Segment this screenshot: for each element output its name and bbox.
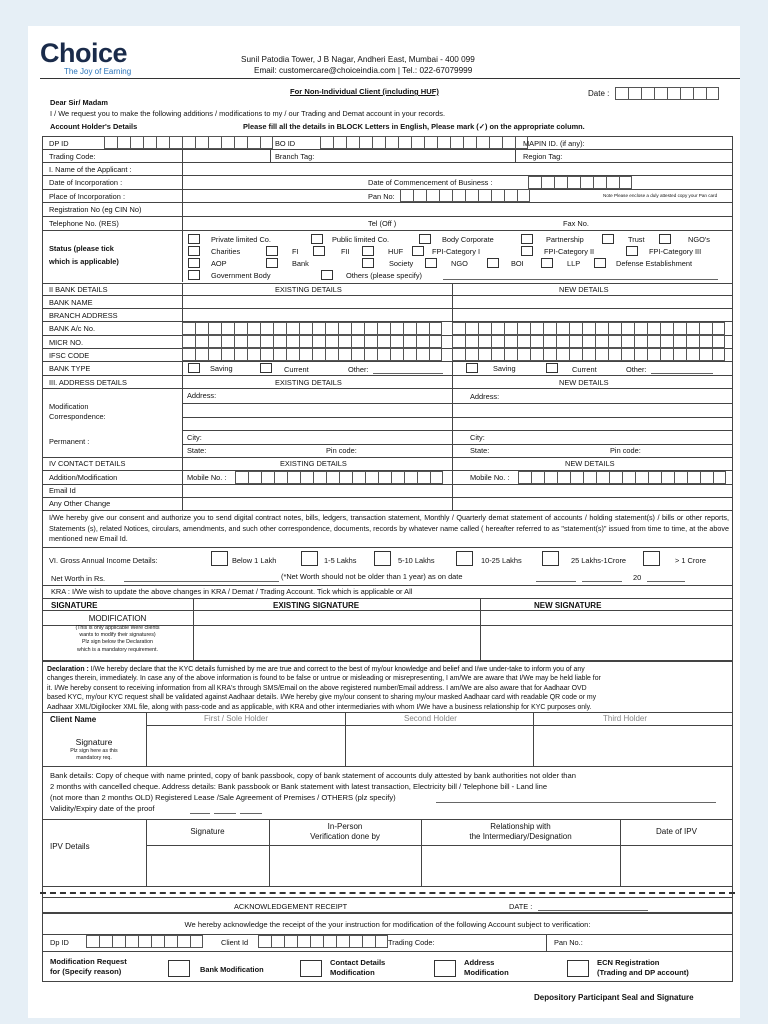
income-1to5-label: 1-5 Lakhs — [324, 556, 357, 565]
status-private-checkbox[interactable] — [188, 234, 200, 244]
bank-new-saving-checkbox[interactable] — [466, 363, 478, 373]
dp-id-label: DP ID — [49, 139, 69, 148]
brand-logo: Choice — [40, 38, 128, 68]
networth-dd[interactable] — [536, 581, 576, 582]
fax-label: Fax No. — [563, 219, 589, 228]
contact-section-label: IV CONTACT DETAILS — [49, 459, 126, 468]
status-society-label: Society — [389, 259, 414, 268]
state-new-label: State: — [470, 446, 490, 455]
bank-section-label: II BANK DETAILS — [49, 285, 108, 294]
networth-year-prefix: 20 — [633, 573, 642, 582]
form-page — [28, 26, 740, 1018]
bank-existing-other-label: Other: — [348, 365, 369, 374]
status-trust-label: Trust — [628, 235, 645, 244]
bo-id-input[interactable] — [320, 136, 528, 149]
pan-input[interactable] — [400, 189, 530, 202]
address-existing-label: EXISTING DETAILS — [275, 378, 342, 387]
status-fi-label: FI — [292, 247, 299, 256]
status-bank-checkbox[interactable] — [266, 258, 278, 268]
validity-mm[interactable] — [214, 813, 236, 814]
status-aop-label: AOP — [211, 259, 227, 268]
bank-type-label: BANK TYPE — [49, 364, 91, 373]
status-public-checkbox[interactable] — [311, 234, 323, 244]
second-holder-label: Second Holder — [404, 714, 457, 723]
bank-existing-current-label: Current — [284, 365, 309, 374]
income-below1-label: Below 1 Lakh — [232, 556, 277, 565]
first-holder-signature-box[interactable] — [147, 726, 344, 765]
status-label-1: Status (please tick — [49, 244, 114, 253]
networth-yy[interactable] — [647, 581, 685, 582]
mapin-label: MAPIN ID. (if any): — [523, 139, 585, 148]
header-address: Sunil Patodia Tower, J B Nagar, Andheri East, Mumbai - 400 099 — [241, 55, 475, 64]
others-specify-input[interactable] — [436, 802, 716, 803]
dp-seal-label: Depository Participant Seal and Signature — [534, 993, 694, 1002]
ack-ecn-checkbox[interactable] — [567, 960, 589, 977]
trading-code-label: Trading Code: — [49, 152, 96, 161]
ipv-date-label: Date of IPV — [656, 827, 697, 836]
status-fpi3-checkbox[interactable] — [626, 246, 638, 256]
bank-existing-current-checkbox[interactable] — [260, 363, 272, 373]
ack-address-modification-label: Address Modification — [464, 958, 509, 977]
ack-text: We hereby acknowledge the receipt of the your instruction for modification of the following Account subject to verification: — [184, 920, 591, 929]
bank-existing-other-input[interactable] — [373, 373, 443, 374]
dp-id-input[interactable] — [104, 136, 273, 149]
status-llp-checkbox[interactable] — [541, 258, 553, 268]
status-partnership-label: Partnership — [546, 235, 584, 244]
third-holder-signature-box[interactable] — [534, 726, 732, 765]
status-charities-checkbox[interactable] — [188, 246, 200, 256]
ack-date-input[interactable] — [538, 910, 648, 911]
bank-new-current-label: Current — [572, 365, 597, 374]
consent-text: I/We hereby give our consent and authorize you to send digital contract notes, bills, ledgers, transaction statement, Monthly / Quarterly demat statement of accounts / holding statement(s) / bills or other reports, Statements (s), related Notices, circulars, amendments, and such other correspondence, documents, records by whatever name called ( hereafter referred to as "statement(s)" issued from time to time, at the above mentioned new Email Id. — [49, 513, 729, 543]
status-govt-checkbox[interactable] — [188, 270, 200, 280]
income-25to1cr-checkbox[interactable] — [542, 551, 559, 566]
bank-name-label: BANK NAME — [49, 298, 93, 307]
income-25to1cr-label: 25 Lakhs-1Crore — [571, 556, 627, 565]
income-5to10-label: 5-10 Lakhs — [398, 556, 435, 565]
ack-contact-modification-label: Contact Details Modification — [330, 958, 386, 977]
ipv-inperson-label: In-Person Verification done by — [310, 822, 380, 841]
signature-row-label: Signature — [75, 737, 113, 747]
status-huf-checkbox[interactable] — [362, 246, 374, 256]
contact-existing-label: EXISTING DETAILS — [280, 459, 347, 468]
second-holder-signature-box[interactable] — [346, 726, 532, 765]
date-commencement-input[interactable] — [528, 176, 632, 189]
client-name-label: Client Name — [50, 715, 97, 724]
bank-new-label: NEW DETAILS — [559, 285, 609, 294]
date-input[interactable] — [615, 87, 719, 100]
ack-address-modification-checkbox[interactable] — [434, 960, 456, 977]
place-incorporation-label: Place of Incorporation : — [49, 192, 126, 201]
bank-documents-text: Bank details: Copy of cheque with name printed, copy of bank passbook, copy of bank statement of accounts duly attested by bank authorities not older than 2 months with cancelled cheque. Address details: Bank passbook or Bank statement with latest transaction, Electricity bill / Telephone bill - Land line (not more than 2 months OLD) Registered Lease /Sale Agreement of Premises / OTHERS (plz specify) Validity/Expiry date of the proof — [50, 771, 576, 813]
income-10to25-label: 10-25 Lakhs — [481, 556, 522, 565]
account-holder-heading: Account Holder's Details — [50, 122, 138, 131]
cut-line — [40, 892, 735, 894]
status-fii-label: FII — [341, 247, 350, 256]
bank-existing-label: EXISTING DETAILS — [275, 285, 342, 294]
status-ngo-checkbox[interactable] — [425, 258, 437, 268]
bo-id-label: BO ID — [275, 139, 296, 148]
bank-existing-saving-label: Saving — [210, 364, 233, 373]
status-llp-label: LLP — [567, 259, 581, 268]
status-defense-checkbox[interactable] — [594, 258, 606, 268]
micr-label: MICR NO. — [49, 338, 84, 347]
status-fpi1-label: FPI-Category I — [432, 247, 481, 256]
mobile-existing-label: Mobile No. : — [187, 473, 227, 482]
income-below1-checkbox[interactable] — [211, 551, 228, 566]
status-ngo-label: NGO — [451, 259, 468, 268]
networth-input[interactable] — [124, 581, 279, 582]
status-partnership-checkbox[interactable] — [521, 234, 533, 244]
new-signature-label: NEW SIGNATURE — [534, 601, 602, 610]
ack-request-label: Modification Request for (Specify reason) — [50, 957, 127, 976]
income-10to25-checkbox[interactable] — [456, 551, 473, 566]
mobile-existing-input[interactable] — [235, 471, 443, 484]
ifsc-label: IFSC CODE — [49, 351, 90, 360]
ifsc-new-input[interactable] — [452, 348, 725, 361]
status-charities-label: Charities — [211, 247, 241, 256]
kra-text: KRA : I/We wish to update the above changes in KRA / Demat / Trading Account. Tick which is applicable or All — [51, 587, 413, 596]
ack-dp-id-label: Dp ID — [50, 938, 69, 947]
income-above1cr-label: > 1 Crore — [675, 556, 707, 565]
status-fpi2-label: FPI-Category II — [544, 247, 595, 256]
pin-existing-label: Pin code: — [326, 446, 357, 455]
addition-modification-label: Addition/Modification — [49, 473, 118, 482]
ack-pan-label: Pan No.: — [554, 938, 583, 947]
networth-label: Net Worth in Rs. — [51, 574, 106, 583]
date-incorporation-label: Date of Incorporation : — [49, 178, 123, 187]
status-govt-label: Government Body — [211, 271, 271, 280]
ack-trading-code-label: Trading Code: — [388, 938, 435, 947]
status-fi-checkbox[interactable] — [266, 246, 278, 256]
pan-note: Note Please enclose a duly attested copy your Pan card — [603, 193, 718, 198]
existing-signature-label: EXISTING SIGNATURE — [273, 601, 360, 610]
contact-new-label: NEW DETAILS — [565, 459, 615, 468]
ack-dp-id-input[interactable] — [86, 935, 203, 951]
bank-new-saving-label: Saving — [493, 364, 516, 373]
request-text: I / We request you to make the following additions / modifications to my / our Trading and Demat account in your records. — [50, 109, 446, 118]
state-existing-label: State: — [187, 446, 207, 455]
status-public-label: Public limited Co. — [332, 235, 390, 244]
ifsc-existing-input[interactable] — [182, 348, 442, 361]
branch-tag-label: Branch Tag: — [275, 152, 315, 161]
brand-tagline: The Joy of Earning — [64, 67, 132, 76]
status-private-label: Private limited Co. — [211, 235, 271, 244]
registration-label: Registration No (eg CIN No) — [49, 205, 142, 214]
status-fpi2-checkbox[interactable] — [521, 246, 533, 256]
income-label: VI. Gross Annual Income Details: — [49, 556, 158, 565]
ack-ecn-label: ECN Registration (Trading and DP account) — [597, 958, 689, 977]
bank-existing-saving-checkbox[interactable] — [188, 363, 200, 373]
status-fii-checkbox[interactable] — [313, 246, 325, 256]
email-id-label: Email Id — [49, 486, 76, 495]
region-tag-label: Region Tag: — [523, 152, 563, 161]
date-label: Date : — [588, 89, 610, 98]
salutation: Dear Sir/ Madam — [50, 98, 108, 107]
signature-note: (This is only applicable Were clients wants to modify their signatures) Plz sign below the Declaration which is a mandatory requirement. — [75, 625, 160, 653]
city-new-label: City: — [470, 433, 485, 442]
ack-date-label: DATE : — [509, 902, 533, 911]
status-ngos-label: NGO's — [688, 235, 710, 244]
ack-contact-modification-checkbox[interactable] — [300, 960, 322, 977]
form-title: For Non-Individual Client (including HUF) — [290, 87, 439, 96]
applicant-name-label: I. Name of the Applicant : — [49, 165, 132, 174]
address-new-field-label: Address: — [470, 392, 500, 401]
mobile-new-label: Mobile No. : — [470, 473, 510, 482]
header-contact: Email: customercare@choiceindia.com | Tel.: 022-67079999 — [254, 66, 473, 75]
ack-bank-modification-checkbox[interactable] — [168, 960, 190, 977]
micr-new-input[interactable] — [452, 335, 725, 348]
ipv-relationship-label: Relationship with the Intermediary/Designation — [469, 822, 572, 841]
date-commencement-label: Date of Commencement of Business : — [368, 178, 493, 187]
mobile-new-input[interactable] — [518, 471, 726, 484]
status-fpi1-checkbox[interactable] — [412, 246, 424, 256]
status-defense-label: Defense Establishment — [616, 259, 692, 268]
income-above1cr-checkbox[interactable] — [643, 551, 660, 566]
status-trust-checkbox[interactable] — [602, 234, 614, 244]
ack-bank-modification-label: Bank Modification — [200, 965, 264, 974]
status-aop-checkbox[interactable] — [188, 258, 200, 268]
ipv-signature-label: Signature — [190, 827, 225, 836]
status-boi-checkbox[interactable] — [487, 258, 499, 268]
address-existing-field-label: Address: — [187, 391, 217, 400]
correspondence-label: Correspondence: — [49, 412, 106, 421]
city-existing-label: City: — [187, 433, 202, 442]
permanent-label: Permanent : — [49, 437, 90, 446]
bank-account-new-input[interactable] — [452, 322, 725, 335]
status-bank-label: Bank — [292, 259, 309, 268]
ack-client-id-label: Client Id — [221, 938, 249, 947]
status-huf-label: HUF — [388, 247, 404, 256]
status-ngos-checkbox[interactable] — [659, 234, 671, 244]
ipv-label: IPV Details — [50, 842, 90, 851]
branch-address-label: BRANCH ADDRESS — [49, 311, 118, 320]
telephone-res-label: Telephone No. (RES) — [49, 219, 119, 228]
status-fpi3-label: FPI-Category III — [649, 247, 702, 256]
third-holder-label: Third Holder — [603, 714, 648, 723]
modification-heading: MODIFICATION — [88, 614, 147, 623]
bank-new-current-checkbox[interactable] — [546, 363, 558, 373]
declaration-text: Declaration : I/We hereby declare that the KYC details furnished by me are true and correct to the best of my/our knowledge and belief and I/we under-take to inform you of any changes therein, immediately. In case any of the above information is found to be false or untrue or misleading or misrepresenting, I am/We are aware that I/We may be held liable for it. I/We hereby consent to receiving information from all KRA's through SMS/Email on the above registered number/Email address. I am/We are also aware that for Aadhaar OVD based KYC, my/our KYC request shall be validated against Aadhaar details. I/We hereby give my/our consent to sharing my/our masked Aadhaar card with readable QR code or my Aadhaar XML/Digilocker XML file, along with pass-code and as applicable, with KRA and other intermediaries with whom I/We have a business relationship for KYC purposes only. — [47, 666, 601, 711]
validity-yy[interactable] — [240, 813, 262, 814]
address-section-label: III. ADDRESS DETAILS — [49, 378, 127, 387]
signature-row-note: Plz sign here as this mandatory req. — [70, 748, 118, 761]
status-others-specify[interactable] — [443, 279, 718, 280]
modification-label: Modification — [49, 402, 89, 411]
status-label-2: which is applicable) — [49, 257, 119, 266]
income-5to10-checkbox[interactable] — [374, 551, 391, 566]
income-1to5-checkbox[interactable] — [301, 551, 318, 566]
signature-label: SIGNATURE — [51, 601, 98, 610]
fill-note: Please fill all the details in BLOCK Letters in English, Please mark (✓) on the appropriate column. — [243, 122, 585, 131]
address-new-label: NEW DETAILS — [559, 378, 609, 387]
ack-title: ACKNOWLEDGEMENT RECEIPT — [234, 902, 348, 911]
header-divider — [40, 78, 740, 79]
first-holder-label: First / Sole Holder — [204, 714, 269, 723]
pan-label: Pan No: — [368, 192, 395, 201]
networth-mm[interactable] — [582, 581, 622, 582]
status-society-checkbox[interactable] — [362, 258, 374, 268]
status-boi-label: BOI — [511, 259, 524, 268]
any-other-change-label: Any Other Change — [49, 499, 111, 508]
status-others-label: Others (please specify) — [346, 271, 422, 280]
ack-client-id-input[interactable] — [258, 935, 388, 948]
validity-dd[interactable] — [190, 813, 210, 814]
bank-new-other-input[interactable] — [651, 373, 713, 374]
pin-new-label: Pin code: — [610, 446, 641, 455]
networth-note: (*Net Worth should not be older than 1 year) as on date — [281, 572, 463, 581]
telephone-off-label: Tel (Off ) — [368, 219, 397, 228]
status-body-corporate-checkbox[interactable] — [419, 234, 431, 244]
micr-existing-input[interactable] — [182, 335, 442, 348]
status-body-corporate-label: Body Corporate — [442, 235, 494, 244]
bank-new-other-label: Other: — [626, 365, 647, 374]
status-others-checkbox[interactable] — [321, 270, 333, 280]
bank-account-existing-input[interactable] — [182, 322, 442, 335]
bank-account-label: BANK A/c No. — [49, 324, 96, 333]
